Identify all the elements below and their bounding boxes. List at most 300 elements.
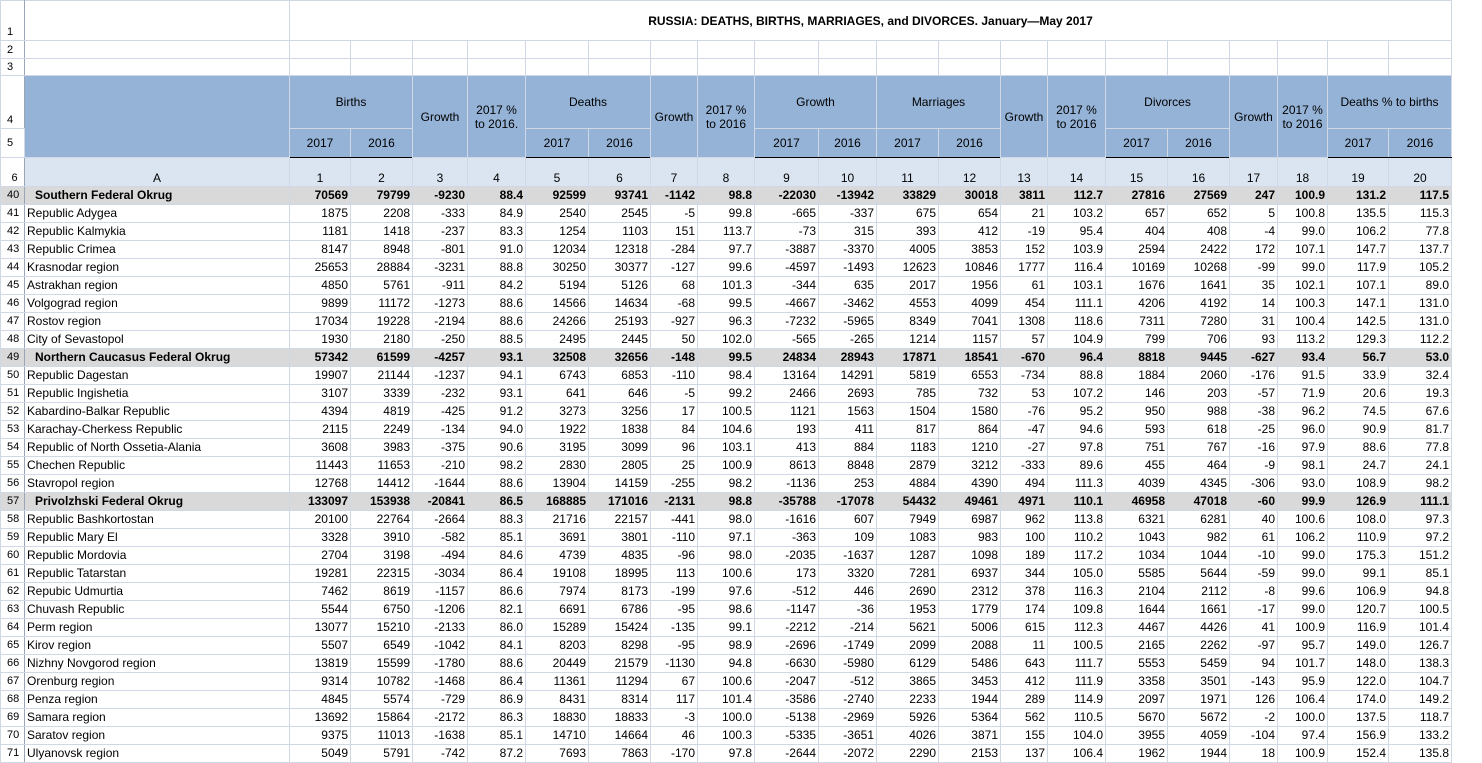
value-cell[interactable]: 100.5 [698, 403, 755, 421]
value-cell[interactable]: -375 [413, 439, 468, 457]
value-cell[interactable]: -2644 [755, 745, 819, 763]
value-cell[interactable]: 5672 [1168, 709, 1230, 727]
value-cell[interactable]: -97 [1230, 637, 1278, 655]
value-cell[interactable]: 133.2 [1389, 727, 1452, 745]
value-cell[interactable]: 203 [1168, 385, 1230, 403]
value-cell[interactable]: 5006 [939, 619, 1001, 637]
value-cell[interactable]: 153938 [351, 493, 413, 511]
value-cell[interactable]: -38 [1230, 403, 1278, 421]
value-cell[interactable]: 1641 [1168, 277, 1230, 295]
value-cell[interactable]: 108.9 [1328, 475, 1389, 493]
value-cell[interactable]: 21144 [351, 367, 413, 385]
value-cell[interactable]: -2664 [413, 511, 468, 529]
value-cell[interactable]: 88.5 [468, 331, 526, 349]
value-cell[interactable]: -5980 [819, 655, 877, 673]
value-cell[interactable]: 104.7 [1389, 673, 1452, 691]
value-cell[interactable]: 27569 [1168, 187, 1230, 205]
value-cell[interactable]: 86.3 [468, 709, 526, 727]
value-cell[interactable]: 101.3 [698, 277, 755, 295]
value-cell[interactable]: 1930 [290, 331, 351, 349]
value-cell[interactable]: 98.9 [698, 637, 755, 655]
value-cell[interactable]: 61599 [351, 349, 413, 367]
value-cell[interactable]: -17 [1230, 601, 1278, 619]
row-header[interactable]: 48 [1, 331, 25, 349]
value-cell[interactable]: 53.0 [1389, 349, 1452, 367]
value-cell[interactable]: 3099 [589, 439, 651, 457]
value-cell[interactable]: 1644 [1106, 601, 1168, 619]
value-cell[interactable]: 4850 [290, 277, 351, 295]
value-cell[interactable]: 3212 [939, 457, 1001, 475]
region-name-cell[interactable]: Kirov region [25, 637, 290, 655]
value-cell[interactable]: 97.8 [698, 745, 755, 763]
row-header[interactable]: 3 [1, 59, 25, 76]
row-header[interactable]: 42 [1, 223, 25, 241]
header-year-2017[interactable]: 2017 [526, 129, 589, 158]
value-cell[interactable]: -306 [1230, 475, 1278, 493]
value-cell[interactable]: 96.4 [1048, 349, 1106, 367]
row-header[interactable]: 69 [1, 709, 25, 727]
value-cell[interactable]: 97.8 [1048, 439, 1106, 457]
value-cell[interactable]: 113.2 [1278, 331, 1328, 349]
value-cell[interactable]: 106.9 [1328, 583, 1389, 601]
value-cell[interactable]: 100.9 [1278, 745, 1328, 763]
row-header[interactable]: 54 [1, 439, 25, 457]
value-cell[interactable]: 137 [1001, 745, 1048, 763]
row-header[interactable]: 4 [1, 76, 25, 129]
value-cell[interactable]: 8948 [351, 241, 413, 259]
value-cell[interactable]: 3358 [1106, 673, 1168, 691]
header-year-2017[interactable]: 2017 [290, 129, 351, 158]
value-cell[interactable]: 18830 [526, 709, 589, 727]
value-cell[interactable]: 152 [1001, 241, 1048, 259]
value-cell[interactable]: 155 [1001, 727, 1048, 745]
value-cell[interactable]: 146 [1106, 385, 1168, 403]
value-cell[interactable]: -265 [819, 331, 877, 349]
value-cell[interactable]: 100.6 [1278, 511, 1328, 529]
region-name-cell[interactable]: City of Sevastopol [25, 331, 290, 349]
value-cell[interactable]: 46958 [1106, 493, 1168, 511]
value-cell[interactable]: 104.6 [698, 421, 755, 439]
value-cell[interactable]: 1777 [1001, 259, 1048, 277]
value-cell[interactable]: 77.8 [1389, 439, 1452, 457]
value-cell[interactable]: 189 [1001, 547, 1048, 565]
value-cell[interactable]: 6937 [939, 565, 1001, 583]
region-name-cell[interactable]: Astrakhan region [25, 277, 290, 295]
value-cell[interactable]: 99.8 [698, 205, 755, 223]
value-cell[interactable]: -5 [651, 385, 698, 403]
value-cell[interactable]: 137.7 [1389, 241, 1452, 259]
value-cell[interactable]: 126.9 [1328, 493, 1389, 511]
value-cell[interactable]: -1637 [819, 547, 877, 565]
value-cell[interactable]: 2165 [1106, 637, 1168, 655]
column-number[interactable]: 2 [351, 158, 413, 187]
value-cell[interactable]: 99.6 [698, 259, 755, 277]
value-cell[interactable]: 100.6 [698, 673, 755, 691]
region-name-cell[interactable]: Kabardino-Balkar Republic [25, 403, 290, 421]
value-cell[interactable]: 706 [1168, 331, 1230, 349]
value-cell[interactable]: 751 [1106, 439, 1168, 457]
value-cell[interactable]: 1083 [877, 529, 939, 547]
value-cell[interactable]: -96 [651, 547, 698, 565]
column-number[interactable]: 4 [468, 158, 526, 187]
value-cell[interactable]: -441 [651, 511, 698, 529]
value-cell[interactable]: 7281 [877, 565, 939, 583]
value-cell[interactable]: 2312 [939, 583, 1001, 601]
value-cell[interactable]: 22315 [351, 565, 413, 583]
value-cell[interactable]: 79799 [351, 187, 413, 205]
value-cell[interactable]: 817 [877, 421, 939, 439]
value-cell[interactable]: 9899 [290, 295, 351, 313]
value-cell[interactable]: 635 [819, 277, 877, 295]
value-cell[interactable]: 5644 [1168, 565, 1230, 583]
value-cell[interactable]: 131.0 [1389, 295, 1452, 313]
value-cell[interactable]: 2495 [526, 331, 589, 349]
value-cell[interactable]: -59 [1230, 565, 1278, 583]
row-header[interactable]: 45 [1, 277, 25, 295]
region-name-cell[interactable]: Privolzhski Federal Okrug [25, 493, 290, 511]
value-cell[interactable]: 84.9 [468, 205, 526, 223]
value-cell[interactable]: -1273 [413, 295, 468, 313]
value-cell[interactable]: 5926 [877, 709, 939, 727]
value-cell[interactable]: 3691 [526, 529, 589, 547]
value-cell[interactable]: -5965 [819, 313, 877, 331]
region-name-cell[interactable]: Northern Caucasus Federal Okrug [25, 349, 290, 367]
value-cell[interactable]: 19108 [526, 565, 589, 583]
value-cell[interactable]: 99.5 [698, 295, 755, 313]
value-cell[interactable]: 98.2 [698, 475, 755, 493]
value-cell[interactable]: 5364 [939, 709, 1001, 727]
value-cell[interactable]: 94.6 [1048, 421, 1106, 439]
value-cell[interactable]: -670 [1001, 349, 1048, 367]
region-name-cell[interactable]: Chechen Republic [25, 457, 290, 475]
value-cell[interactable]: 9314 [290, 673, 351, 691]
header-year-2016[interactable]: 2016 [589, 129, 651, 158]
value-cell[interactable]: 7949 [877, 511, 939, 529]
region-name-cell[interactable]: Samara region [25, 709, 290, 727]
value-cell[interactable]: 4206 [1106, 295, 1168, 313]
value-cell[interactable]: 171016 [589, 493, 651, 511]
row-header[interactable]: 65 [1, 637, 25, 655]
value-cell[interactable]: 618 [1168, 421, 1230, 439]
value-cell[interactable]: 13819 [290, 655, 351, 673]
value-cell[interactable]: 131.0 [1389, 313, 1452, 331]
value-cell[interactable]: 3811 [1001, 187, 1048, 205]
value-cell[interactable]: -363 [755, 529, 819, 547]
column-number[interactable]: 13 [1001, 158, 1048, 187]
value-cell[interactable]: 2422 [1168, 241, 1230, 259]
value-cell[interactable]: -4667 [755, 295, 819, 313]
value-cell[interactable]: 99.1 [698, 619, 755, 637]
value-cell[interactable]: -127 [651, 259, 698, 277]
value-cell[interactable]: 129.3 [1328, 331, 1389, 349]
value-cell[interactable]: 4059 [1168, 727, 1230, 745]
value-cell[interactable]: -927 [651, 313, 698, 331]
value-cell[interactable]: -210 [413, 457, 468, 475]
value-cell[interactable]: 7693 [526, 745, 589, 763]
header-year-2017[interactable]: 2017 [1106, 129, 1168, 158]
value-cell[interactable]: 2290 [877, 745, 939, 763]
column-number[interactable]: 6 [589, 158, 651, 187]
value-cell[interactable]: -255 [651, 475, 698, 493]
value-cell[interactable]: 86.9 [468, 691, 526, 709]
value-cell[interactable]: 46 [651, 727, 698, 745]
value-cell[interactable]: -2072 [819, 745, 877, 763]
column-number[interactable]: 7 [651, 158, 698, 187]
region-name-cell[interactable]: Nizhny Novgorod region [25, 655, 290, 673]
value-cell[interactable]: 100.5 [1389, 601, 1452, 619]
row-header[interactable]: 43 [1, 241, 25, 259]
value-cell[interactable]: 93.1 [468, 349, 526, 367]
value-cell[interactable]: 799 [1106, 331, 1168, 349]
value-cell[interactable]: 8848 [819, 457, 877, 475]
value-cell[interactable]: 5761 [351, 277, 413, 295]
column-number[interactable]: 8 [698, 158, 755, 187]
value-cell[interactable]: 86.0 [468, 619, 526, 637]
value-cell[interactable]: 114.9 [1048, 691, 1106, 709]
value-cell[interactable]: 2104 [1106, 583, 1168, 601]
region-name-cell[interactable]: Republic Dagestan [25, 367, 290, 385]
value-cell[interactable]: -3887 [755, 241, 819, 259]
value-cell[interactable]: 962 [1001, 511, 1048, 529]
value-cell[interactable]: 1779 [939, 601, 1001, 619]
value-cell[interactable]: 74.5 [1328, 403, 1389, 421]
value-cell[interactable]: 99.0 [1278, 565, 1328, 583]
value-cell[interactable]: -742 [413, 745, 468, 763]
value-cell[interactable]: 2879 [877, 457, 939, 475]
value-cell[interactable]: 151.2 [1389, 547, 1452, 565]
value-cell[interactable]: 11653 [351, 457, 413, 475]
value-cell[interactable]: 13904 [526, 475, 589, 493]
value-cell[interactable]: 100.4 [1278, 313, 1328, 331]
header-divorces-growth[interactable]: Growth [1230, 76, 1278, 158]
value-cell[interactable]: -344 [755, 277, 819, 295]
value-cell[interactable]: -5138 [755, 709, 819, 727]
value-cell[interactable]: 6129 [877, 655, 939, 673]
value-cell[interactable]: 77.8 [1389, 223, 1452, 241]
column-number[interactable]: 3 [413, 158, 468, 187]
column-number[interactable]: 14 [1048, 158, 1106, 187]
value-cell[interactable]: 3501 [1168, 673, 1230, 691]
value-cell[interactable]: 103.1 [1048, 277, 1106, 295]
value-cell[interactable]: 5574 [351, 691, 413, 709]
value-cell[interactable]: 100.9 [1278, 187, 1328, 205]
value-cell[interactable]: 100.0 [1278, 709, 1328, 727]
region-name-cell[interactable]: Volgograd region [25, 295, 290, 313]
value-cell[interactable]: 8298 [589, 637, 651, 655]
header-marriages-pct[interactable]: 2017 % to 2016 [1048, 76, 1106, 158]
cell[interactable] [25, 59, 290, 76]
value-cell[interactable]: 111.1 [1389, 493, 1452, 511]
value-cell[interactable]: -627 [1230, 349, 1278, 367]
value-cell[interactable]: -3 [651, 709, 698, 727]
value-cell[interactable]: -95 [651, 601, 698, 619]
value-cell[interactable]: -565 [755, 331, 819, 349]
value-cell[interactable]: 86.6 [468, 583, 526, 601]
value-cell[interactable]: 767 [1168, 439, 1230, 457]
row-header[interactable]: 53 [1, 421, 25, 439]
value-cell[interactable]: 7311 [1106, 313, 1168, 331]
value-cell[interactable]: 7280 [1168, 313, 1230, 331]
value-cell[interactable]: 7462 [290, 583, 351, 601]
value-cell[interactable]: 88.6 [468, 655, 526, 673]
value-cell[interactable]: 1121 [755, 403, 819, 421]
value-cell[interactable]: 1580 [939, 403, 1001, 421]
value-cell[interactable]: 19281 [290, 565, 351, 583]
value-cell[interactable]: 12768 [290, 475, 351, 493]
header-year-2016[interactable]: 2016 [1389, 129, 1452, 158]
value-cell[interactable]: 1884 [1106, 367, 1168, 385]
value-cell[interactable]: 98.0 [698, 511, 755, 529]
value-cell[interactable]: -2 [1230, 709, 1278, 727]
value-cell[interactable]: 1563 [819, 403, 877, 421]
value-cell[interactable]: 133097 [290, 493, 351, 511]
value-cell[interactable]: 884 [819, 439, 877, 457]
value-cell[interactable]: 2693 [819, 385, 877, 403]
row-header[interactable]: 55 [1, 457, 25, 475]
value-cell[interactable]: 98.0 [698, 547, 755, 565]
header-marriages[interactable]: Marriages [877, 76, 1001, 129]
value-cell[interactable]: 1287 [877, 547, 939, 565]
value-cell[interactable]: 344 [1001, 565, 1048, 583]
value-cell[interactable]: 53 [1001, 385, 1048, 403]
value-cell[interactable]: 98.8 [698, 187, 755, 205]
value-cell[interactable]: 7041 [939, 313, 1001, 331]
region-name-cell[interactable]: Republic Kalmykia [25, 223, 290, 241]
value-cell[interactable]: 8613 [755, 457, 819, 475]
value-cell[interactable]: 494 [1001, 475, 1048, 493]
value-cell[interactable]: 18 [1230, 745, 1278, 763]
value-cell[interactable]: -3231 [413, 259, 468, 277]
column-number[interactable]: 12 [939, 158, 1001, 187]
value-cell[interactable]: 32656 [589, 349, 651, 367]
row-header[interactable]: 61 [1, 565, 25, 583]
value-cell[interactable]: 643 [1001, 655, 1048, 673]
value-cell[interactable]: -134 [413, 421, 468, 439]
value-cell[interactable]: 82.1 [468, 601, 526, 619]
value-cell[interactable]: 99.0 [1278, 601, 1328, 619]
region-name-cell[interactable]: Chuvash Republic [25, 601, 290, 619]
row-header[interactable]: 6 [1, 158, 25, 187]
value-cell[interactable]: 85.1 [468, 529, 526, 547]
value-cell[interactable]: -237 [413, 223, 468, 241]
value-cell[interactable]: 148.0 [1328, 655, 1389, 673]
value-cell[interactable]: 94.0 [468, 421, 526, 439]
value-cell[interactable]: 1838 [589, 421, 651, 439]
value-cell[interactable]: -1206 [413, 601, 468, 619]
value-cell[interactable]: 5819 [877, 367, 939, 385]
value-cell[interactable]: 107.1 [1278, 241, 1328, 259]
value-cell[interactable]: 3955 [1106, 727, 1168, 745]
value-cell[interactable]: 105.2 [1389, 259, 1452, 277]
value-cell[interactable]: -582 [413, 529, 468, 547]
value-cell[interactable]: 101.4 [1389, 619, 1452, 637]
header-marriages-growth[interactable]: Growth [1001, 76, 1048, 158]
value-cell[interactable]: 3983 [351, 439, 413, 457]
value-cell[interactable]: 10782 [351, 673, 413, 691]
value-cell[interactable]: 13164 [755, 367, 819, 385]
value-cell[interactable]: 113 [651, 565, 698, 583]
value-cell[interactable]: 147.1 [1328, 295, 1389, 313]
value-cell[interactable]: 131.2 [1328, 187, 1389, 205]
value-cell[interactable]: 103.9 [1048, 241, 1106, 259]
value-cell[interactable]: -9 [1230, 457, 1278, 475]
value-cell[interactable]: 446 [819, 583, 877, 601]
header-divorces-pct[interactable]: 2017 % to 2016 [1278, 76, 1328, 158]
value-cell[interactable]: -2194 [413, 313, 468, 331]
value-cell[interactable]: 98.2 [1389, 475, 1452, 493]
value-cell[interactable]: 4394 [290, 403, 351, 421]
value-cell[interactable]: 8173 [589, 583, 651, 601]
value-cell[interactable]: 152.4 [1328, 745, 1389, 763]
value-cell[interactable]: 24266 [526, 313, 589, 331]
value-cell[interactable]: -1616 [755, 511, 819, 529]
value-cell[interactable]: 5670 [1106, 709, 1168, 727]
header-natural-growth[interactable]: Growth [755, 76, 877, 129]
value-cell[interactable]: -9230 [413, 187, 468, 205]
value-cell[interactable]: -494 [413, 547, 468, 565]
row-header[interactable]: 62 [1, 583, 25, 601]
row-header[interactable]: 47 [1, 313, 25, 331]
value-cell[interactable]: 31 [1230, 313, 1278, 331]
value-cell[interactable]: 88.6 [468, 295, 526, 313]
value-cell[interactable]: 1181 [290, 223, 351, 241]
value-cell[interactable]: 122.0 [1328, 673, 1389, 691]
value-cell[interactable]: 95.9 [1278, 673, 1328, 691]
row-header[interactable]: 44 [1, 259, 25, 277]
value-cell[interactable]: 8349 [877, 313, 939, 331]
value-cell[interactable]: 5126 [589, 277, 651, 295]
value-cell[interactable]: 25193 [589, 313, 651, 331]
value-cell[interactable]: 156.9 [1328, 727, 1389, 745]
value-cell[interactable]: 4467 [1106, 619, 1168, 637]
value-cell[interactable]: 2060 [1168, 367, 1230, 385]
value-cell[interactable]: 57342 [290, 349, 351, 367]
value-cell[interactable]: 1183 [877, 439, 939, 457]
value-cell[interactable]: 253 [819, 475, 877, 493]
value-cell[interactable]: 95.4 [1048, 223, 1106, 241]
value-cell[interactable]: 112.7 [1048, 187, 1106, 205]
value-cell[interactable]: 8147 [290, 241, 351, 259]
value-cell[interactable]: 289 [1001, 691, 1048, 709]
value-cell[interactable]: 315 [819, 223, 877, 241]
value-cell[interactable]: 91.0 [468, 241, 526, 259]
value-cell[interactable]: 105.0 [1048, 565, 1106, 583]
value-cell[interactable]: 168885 [526, 493, 589, 511]
value-cell[interactable]: 100.9 [1278, 619, 1328, 637]
value-cell[interactable]: 84.2 [468, 277, 526, 295]
value-cell[interactable]: 93 [1230, 331, 1278, 349]
row-header[interactable]: 60 [1, 547, 25, 565]
value-cell[interactable]: 3865 [877, 673, 939, 691]
value-cell[interactable]: 413 [755, 439, 819, 457]
value-cell[interactable]: 14664 [589, 727, 651, 745]
value-cell[interactable]: 2262 [1168, 637, 1230, 655]
value-cell[interactable]: 97.4 [1278, 727, 1328, 745]
value-cell[interactable]: 1103 [589, 223, 651, 241]
value-cell[interactable]: 4390 [939, 475, 1001, 493]
value-cell[interactable]: 412 [939, 223, 1001, 241]
value-cell[interactable]: 9375 [290, 727, 351, 745]
header-deaths-growth[interactable]: Growth [651, 76, 698, 158]
value-cell[interactable]: 2017 [877, 277, 939, 295]
value-cell[interactable]: 5507 [290, 637, 351, 655]
value-cell[interactable]: 32.4 [1389, 367, 1452, 385]
value-cell[interactable]: 86.4 [468, 673, 526, 691]
value-cell[interactable]: -1147 [755, 601, 819, 619]
value-cell[interactable]: 3256 [589, 403, 651, 421]
value-cell[interactable]: -1638 [413, 727, 468, 745]
value-cell[interactable]: 99.5 [698, 349, 755, 367]
